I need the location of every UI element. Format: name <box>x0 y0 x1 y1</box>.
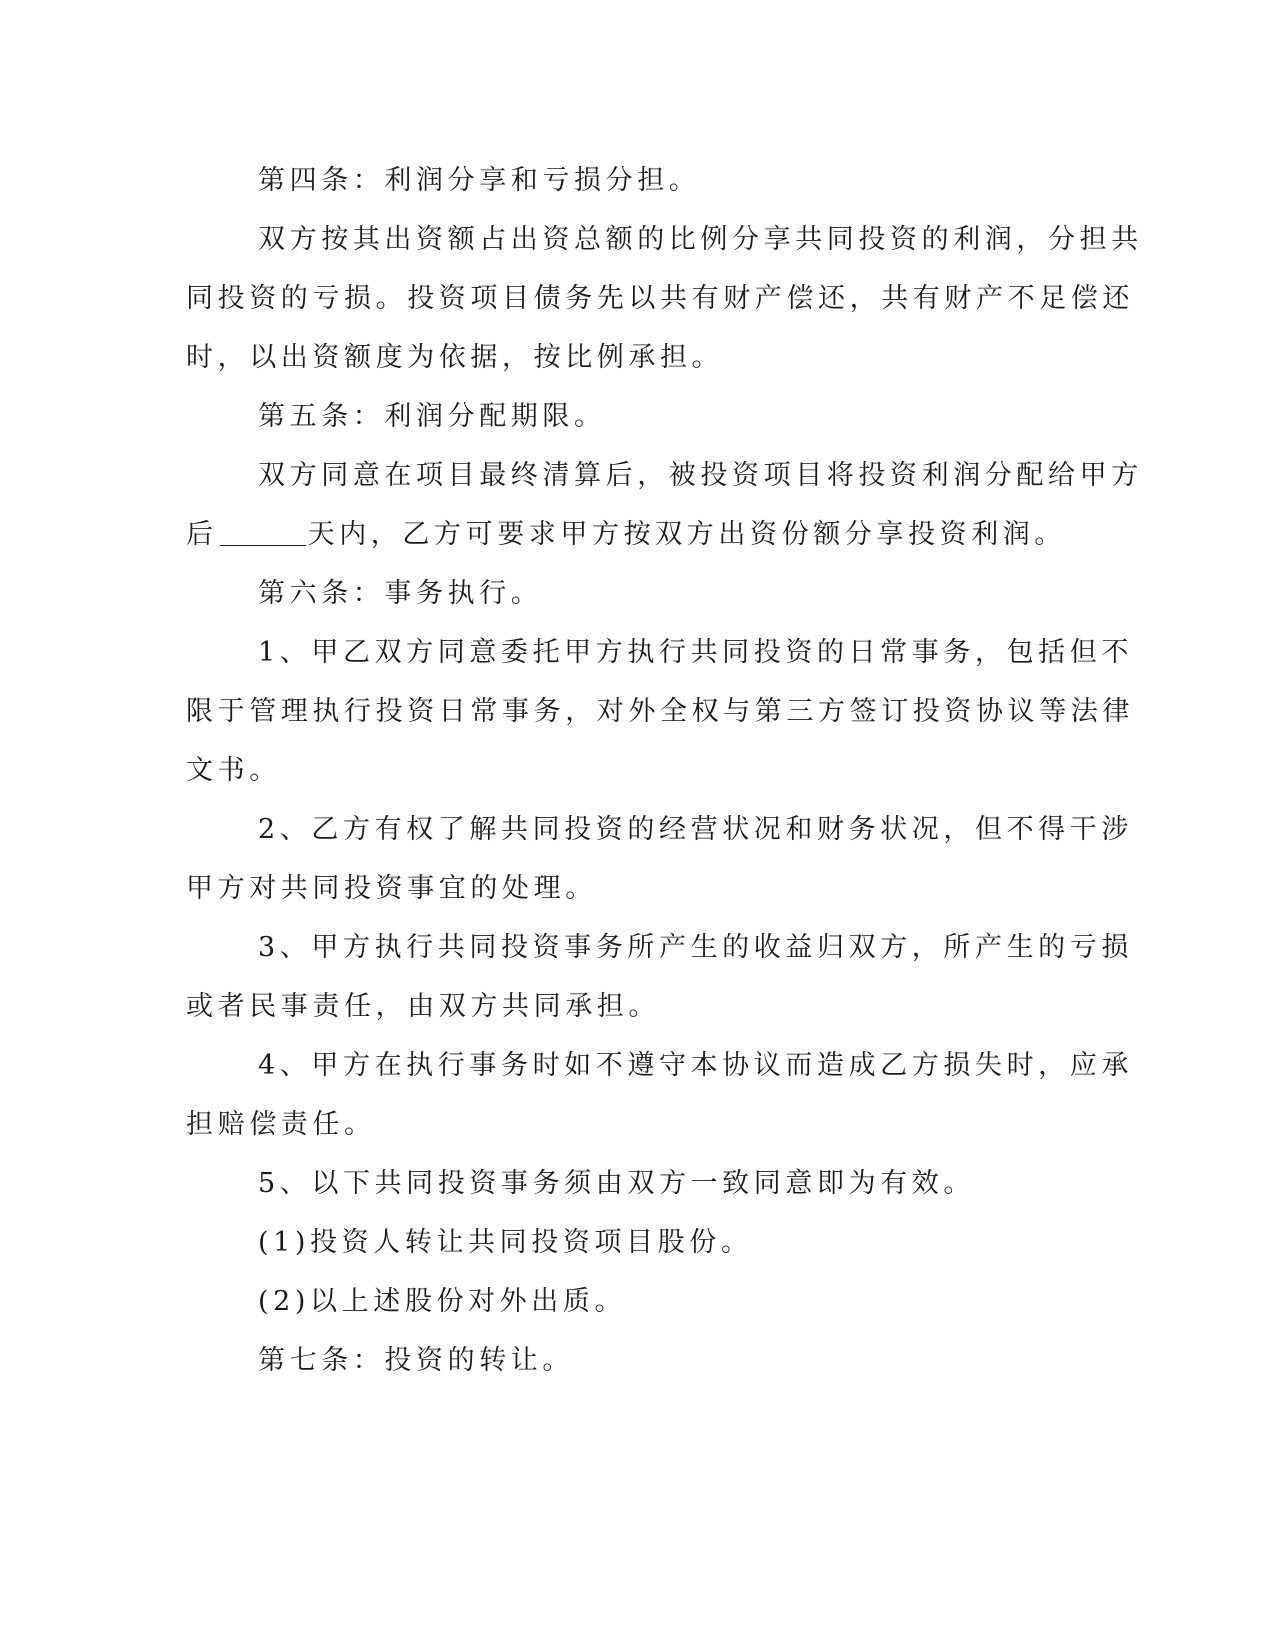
article-5-heading: 第五条：利润分配期限。 <box>258 401 606 432</box>
article-4-heading: 第四条：利润分享和亏损分担。 <box>258 165 701 196</box>
paragraph-line: 2、乙方有权了解共同投资的经营状况和财务状况，但不得干涉 <box>258 814 1133 845</box>
paragraph-line: 担赔偿责任。 <box>186 1109 376 1140</box>
paragraph-line: 4、甲方在执行事务时如不遵守本协议而造成乙方损失时，应承 <box>258 1050 1133 1081</box>
paragraph-line: 5、以下共同投资事务须由双方一致同意即为有效。 <box>258 1168 975 1199</box>
paragraph-line: 时，以出资额度为依据，按比例承担。 <box>186 342 724 373</box>
article-6-heading: 第六条：事务执行。 <box>258 578 543 609</box>
paragraph-line: 甲方对共同投资事宜的处理。 <box>186 873 597 904</box>
paragraph-line: 1、甲乙双方同意委托甲方执行共同投资的日常事务，包括但不 <box>258 637 1133 668</box>
fill-in-blank <box>220 519 306 546</box>
list-item: (2)以上述股份对外出质。 <box>258 1286 627 1317</box>
text-fragment: 天内，乙方可要求甲方按双方出资份额分享投资利润。 <box>307 519 1067 550</box>
paragraph-line: 双方同意在项目最终清算后，被投资项目将投资利润分配给甲方 <box>258 460 1143 491</box>
paragraph-line: 文书。 <box>186 755 281 786</box>
text-fragment: 后 <box>186 519 218 550</box>
paragraph-line: 同投资的亏损。投资项目债务先以共有财产偿还，共有财产不足偿还 <box>186 283 1134 314</box>
list-item: (1)投资人转让共同投资项目股份。 <box>258 1227 753 1258</box>
article-7-heading: 第七条：投资的转让。 <box>258 1345 574 1376</box>
paragraph-line-with-blank <box>186 515 1066 555</box>
paragraph-line: 双方按其出资额占出资总额的比例分享共同投资的利润，分担共 <box>258 224 1143 255</box>
paragraph-line: 限于管理执行投资日常事务，对外全权与第三方签订投资协议等法律 <box>186 696 1134 727</box>
paragraph-line: 3、甲方执行共同投资事务所产生的收益归双方，所产生的亏损 <box>258 932 1133 963</box>
paragraph-line: 或者民事责任，由双方共同承担。 <box>186 991 660 1022</box>
